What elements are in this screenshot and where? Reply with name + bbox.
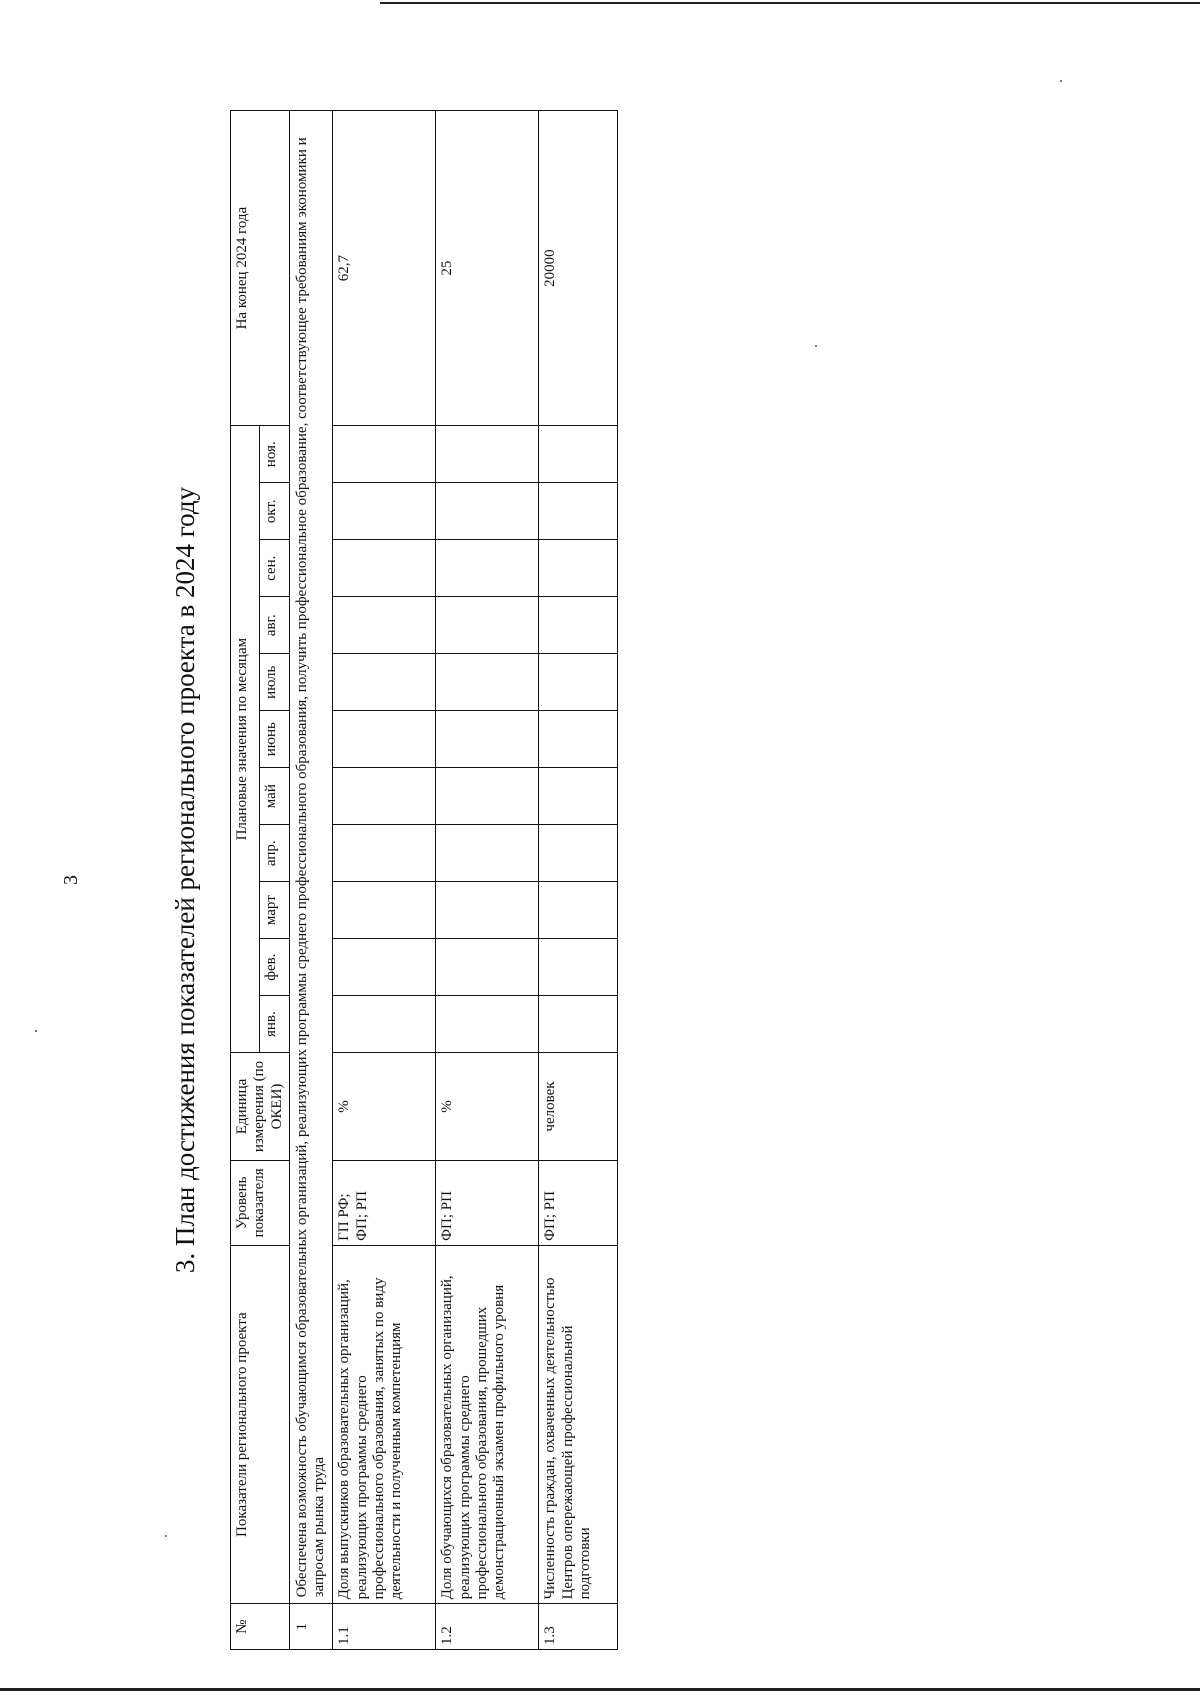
row-final: 25 <box>436 111 539 426</box>
row-name: Доля обучающихся образовательных организаций, реализующих программы среднего профессионального образования, прошедших демонстрационный экзамен профильного уровня <box>436 1245 539 1604</box>
month-cell <box>436 825 539 882</box>
row-final: 20000 <box>539 111 618 426</box>
month-cell <box>436 768 539 825</box>
row-num: 1.2 <box>436 1604 539 1650</box>
month-header: фев. <box>260 939 289 996</box>
goal-num: 1 <box>289 1604 333 1650</box>
month-cell <box>539 483 618 540</box>
header-num: № <box>231 1604 290 1650</box>
month-header: сен. <box>260 540 289 597</box>
scan-dust <box>1060 80 1062 82</box>
row-unit: % <box>436 1053 539 1161</box>
month-cell <box>436 939 539 996</box>
month-cell <box>539 711 618 768</box>
month-cell <box>333 882 436 939</box>
month-cell <box>333 426 436 483</box>
month-header: апр. <box>260 825 289 882</box>
month-cell <box>333 939 436 996</box>
table-row <box>436 111 539 1650</box>
month-header: ноя. <box>260 426 289 483</box>
month-cell <box>539 825 618 882</box>
month-cell <box>539 768 618 825</box>
month-cell <box>333 483 436 540</box>
month-cell <box>539 996 618 1053</box>
month-header: май <box>260 768 289 825</box>
month-cell <box>436 996 539 1053</box>
header-unit: Единица измерения (по ОКЕИ) <box>231 1053 290 1161</box>
goal-text: Обеспечена возможность обучающимся образовательных организаций, реализующих программы среднего профессионального образования, получить профессиональное образование, соответствующее требованиям экономики и запросам рынка труда <box>289 111 333 1604</box>
row-name: Численность граждан, охваченных деятельностью Центров опережающей профессиональной подготовки <box>539 1245 618 1604</box>
goal-row <box>289 111 333 1650</box>
month-cell <box>333 540 436 597</box>
row-unit: человек <box>539 1053 618 1161</box>
month-cell <box>539 426 618 483</box>
header-indicator: Показатели регионального проекта <box>231 1245 290 1604</box>
month-header: март <box>260 882 289 939</box>
month-cell <box>333 996 436 1053</box>
row-num: 1.1 <box>333 1604 436 1650</box>
month-cell <box>436 426 539 483</box>
month-header: янв. <box>260 996 289 1053</box>
header-final: На конец 2024 года <box>231 111 290 426</box>
scan-edge-bottom <box>0 1688 1200 1691</box>
indicators-plan-table <box>230 110 618 1650</box>
month-header: авг. <box>260 597 289 654</box>
month-cell <box>436 654 539 711</box>
month-cell <box>539 654 618 711</box>
row-unit: % <box>333 1053 436 1161</box>
table-row <box>539 111 618 1650</box>
month-cell <box>436 882 539 939</box>
month-cell <box>539 882 618 939</box>
month-header: окт. <box>260 483 289 540</box>
month-cell <box>539 597 618 654</box>
row-num: 1.3 <box>539 1604 618 1650</box>
month-cell <box>436 597 539 654</box>
month-cell <box>539 939 618 996</box>
page-title: 3. План достижения показателей регионального проекта в 2024 году <box>170 486 200 1274</box>
month-header: июль <box>260 654 289 711</box>
rotated-page <box>20 80 1040 1680</box>
table-row <box>333 111 436 1650</box>
row-level: ГП РФ; ФП; РП <box>333 1160 436 1245</box>
month-cell <box>436 711 539 768</box>
row-level: ФП; РП <box>436 1160 539 1245</box>
row-name: Доля выпускников образовательных организаций, реализующих программы среднего профессионального образования, занятых по виду деятельности и полученным компетенциям <box>333 1245 436 1604</box>
row-level: ФП; РП <box>539 1160 618 1245</box>
month-cell <box>333 654 436 711</box>
row-final: 62,7 <box>333 111 436 426</box>
month-cell <box>333 597 436 654</box>
month-cell <box>333 768 436 825</box>
month-cell <box>333 711 436 768</box>
header-row <box>231 111 260 1650</box>
scan-edge-top <box>380 2 1200 4</box>
month-cell <box>436 483 539 540</box>
month-cell <box>436 540 539 597</box>
month-header: июнь <box>260 711 289 768</box>
month-cell <box>333 825 436 882</box>
month-cell <box>539 540 618 597</box>
header-level: Уровень показателя <box>231 1160 290 1245</box>
page-number: 3 <box>60 875 82 885</box>
header-monthly: Плановые значения по месяцам <box>231 426 260 1053</box>
